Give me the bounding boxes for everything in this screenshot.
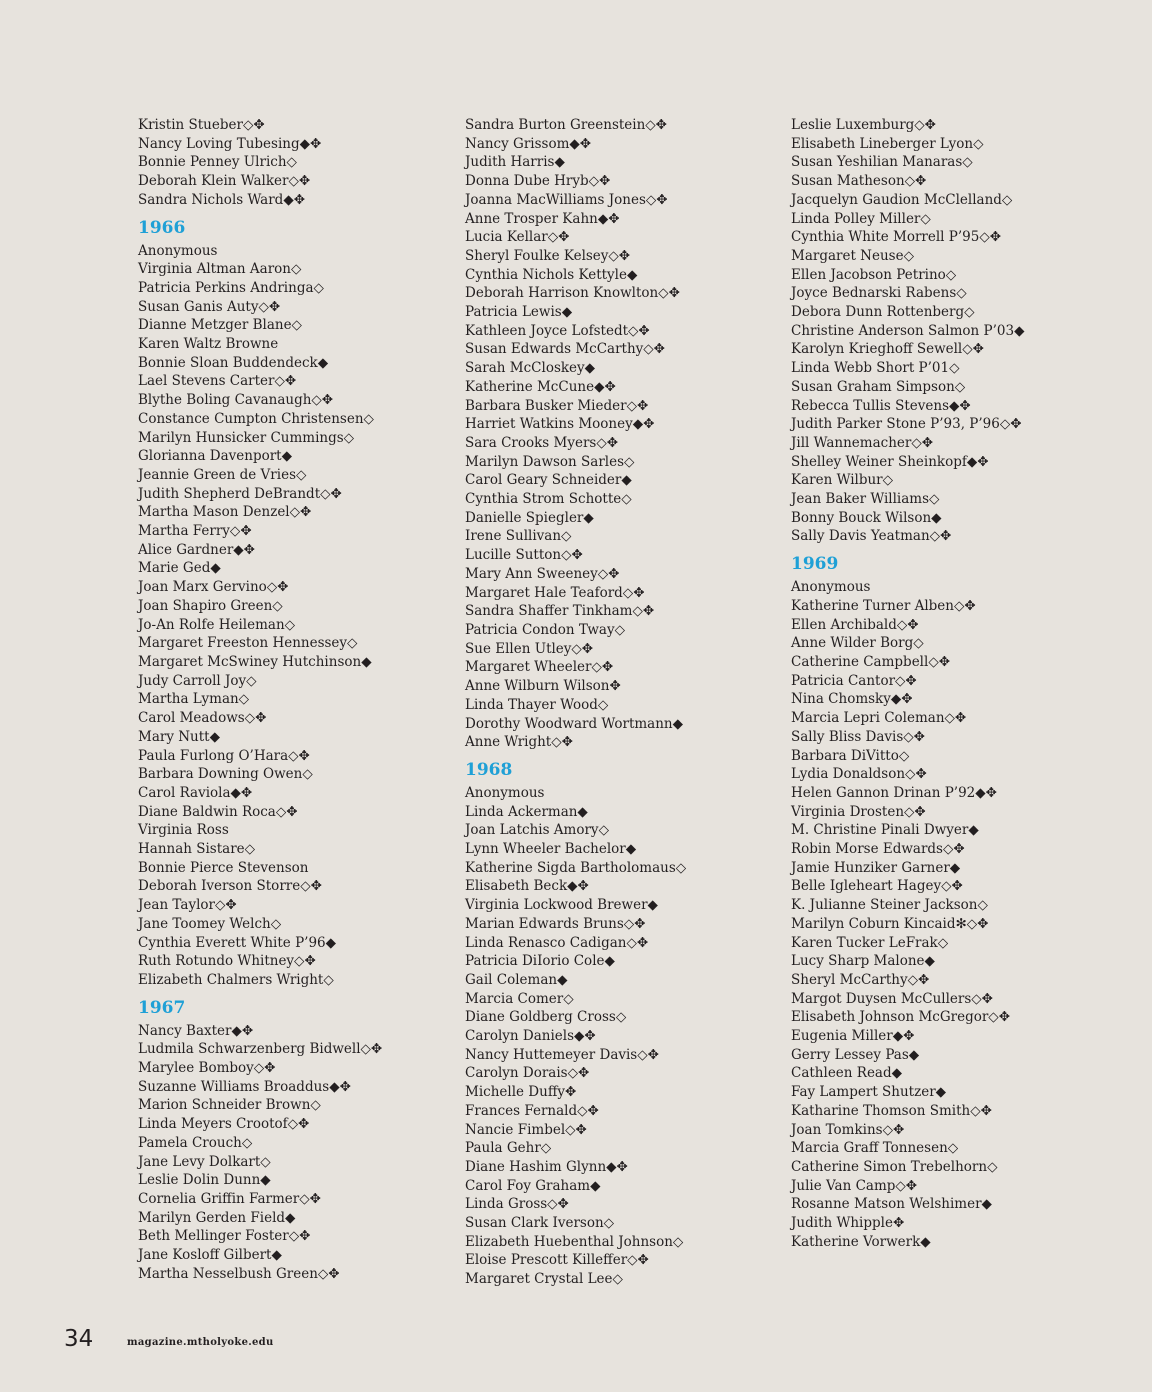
donor-name: Katherine Vorwerk◆ <box>791 1233 931 1250</box>
donor-name: Jill Wannemacher◇✥ <box>791 434 934 451</box>
donor-name: Bonnie Sloan Buddendeck◆ <box>138 354 329 371</box>
donor-name: Margaret Wheeler◇✥ <box>465 659 614 676</box>
donor-name: Deborah Iverson Storre◇✥ <box>138 878 322 895</box>
donor-name: Bonnie Penney Ulrich◇ <box>138 154 297 171</box>
donor-name: Lucille Sutton◇✥ <box>465 547 583 564</box>
donor-name: Fay Lampert Shutzer◆ <box>791 1084 947 1101</box>
donor-name: Lynn Wheeler Bachelor◆ <box>465 841 637 858</box>
donor-name: Marylee Bomboy◇✥ <box>138 1060 276 1077</box>
donor-name: Catherine Simon Trebelhorn◇ <box>791 1158 998 1175</box>
donor-name: Sara Crooks Myers◇✥ <box>465 434 619 451</box>
donor-name: Michelle Duffy✥ <box>465 1084 577 1101</box>
donor-name: Belle Igleheart Hagey◇✥ <box>791 878 963 895</box>
donor-name: Carol Raviola◆✥ <box>138 784 253 801</box>
class-year-heading: 1969 <box>791 554 839 575</box>
donor-name: Sandra Shaffer Tinkham◇✥ <box>465 603 655 620</box>
donor-name: Marcia Graff Tonnesen◇ <box>791 1140 959 1157</box>
donor-name: Barbara Busker Mieder◇✥ <box>465 397 649 414</box>
donor-name: Shelley Weiner Sheinkopf◆✥ <box>791 453 989 470</box>
donor-name: Marie Ged◆ <box>138 560 221 577</box>
donor-name: Ellen Archibald◇✥ <box>791 616 919 633</box>
donor-name: Mary Ann Sweeney◇✥ <box>465 565 620 582</box>
donor-name: Jacquelyn Gaudion McClelland◇ <box>791 191 1013 208</box>
donor-name: Margaret McSwiney Hutchinson◆ <box>138 653 372 670</box>
donor-name: Sally Bliss Davis◇✥ <box>791 728 925 745</box>
donor-name: Patricia Condon Tway◇ <box>465 621 625 638</box>
donor-name: Nina Chomsky◆✥ <box>791 691 913 708</box>
donor-name: Deborah Klein Walker◇✥ <box>138 173 311 190</box>
donor-name: Dorothy Woodward Wortmann◆ <box>465 715 684 732</box>
donor-name: Linda Webb Short P’01◇ <box>791 360 960 377</box>
donor-name: Katherine McCune◆✥ <box>465 378 616 395</box>
donor-name: Constance Cumpton Christensen◇ <box>138 410 374 427</box>
donor-name: Susan Graham Simpson◇ <box>791 378 966 395</box>
donor-name: Susan Ganis Auty◇✥ <box>138 298 281 315</box>
donor-column-2 <box>465 116 686 1289</box>
donor-name: Martha Ferry◇✥ <box>138 523 252 540</box>
donor-name: Jeannie Green de Vries◇ <box>138 466 307 483</box>
donor-name: Lucy Sharp Malone◆ <box>791 953 935 970</box>
donor-name: Sue Ellen Utley◇✥ <box>465 640 594 657</box>
donor-name: Cynthia Nichols Kettyle◆ <box>465 266 638 283</box>
donor-name: Joan Latchis Amory◇ <box>465 822 609 839</box>
donor-name: Judith Harris◆ <box>465 154 565 171</box>
donor-name: Leslie Luxemburg◇✥ <box>791 117 936 133</box>
donor-name: Susan Matheson◇✥ <box>791 173 927 190</box>
donor-name: Nancy Baxter◆✥ <box>138 1022 254 1039</box>
donor-name: Nancy Huttemeyer Davis◇✥ <box>465 1046 659 1063</box>
donor-name: Martha Nesselbush Green◇✥ <box>138 1265 340 1282</box>
donor-name: Frances Fernald◇✥ <box>465 1102 599 1119</box>
donor-name: Marilyn Hunsicker Cummings◇ <box>138 429 355 446</box>
donor-column-1 <box>138 116 382 1283</box>
donor-name: K. Julianne Steiner Jackson◇ <box>791 897 988 914</box>
donor-name: Gail Coleman◆ <box>465 971 568 988</box>
donor-name: Jean Taylor◇✥ <box>138 897 237 914</box>
donor-name: Leslie Dolin Dunn◆ <box>138 1172 271 1189</box>
donor-name: Carolyn Daniels◆✥ <box>465 1028 596 1045</box>
donor-name: Lael Stevens Carter◇✥ <box>138 373 297 390</box>
donor-name: Patricia Cantor◇✥ <box>791 672 917 689</box>
donor-name: Elisabeth Lineberger Lyon◇ <box>791 135 984 152</box>
donor-name: Nancy Grissom◆✥ <box>465 135 592 152</box>
donor-name: Ellen Jacobson Petrino◇ <box>791 266 957 283</box>
donor-name: Carol Foy Graham◆ <box>465 1177 601 1194</box>
donor-name: Susan Yeshilian Manaras◇ <box>791 154 973 171</box>
donor-name: Cynthia Everett White P’96◆ <box>138 934 337 951</box>
donor-name: Virginia Drosten◇✥ <box>791 803 926 820</box>
donor-name: Margaret Freeston Hennessey◇ <box>138 635 358 652</box>
donor-name: Jamie Hunziker Garner◆ <box>791 859 961 876</box>
donor-name: Anne Wright◇✥ <box>465 734 573 751</box>
donor-name: Catherine Campbell◇✥ <box>791 653 951 670</box>
donor-name: Sheryl Foulke Kelsey◇✥ <box>465 247 631 264</box>
donor-name: Sheryl McCarthy◇✥ <box>791 971 930 988</box>
donor-name: Patricia DiIorio Cole◆ <box>465 953 615 970</box>
donor-name: Linda Meyers Crootof◇✥ <box>138 1116 310 1133</box>
donor-name: Helen Gannon Drinan P’92◆✥ <box>791 784 997 801</box>
class-year-heading: 1967 <box>138 997 186 1018</box>
donor-name: Kathleen Joyce Lofstedt◇✥ <box>465 322 650 339</box>
donor-name: Barbara Downing Owen◇ <box>138 766 313 783</box>
donor-name: Joan Marx Gervino◇✥ <box>138 579 289 596</box>
donor-name: Joanna MacWilliams Jones◇✥ <box>465 191 668 208</box>
class-year-heading: 1968 <box>465 759 513 780</box>
donor-name: Julie Van Camp◇✥ <box>791 1177 918 1194</box>
donor-name: Cynthia Strom Schotte◇ <box>465 491 632 508</box>
donor-name: Sandra Burton Greenstein◇✥ <box>465 117 667 133</box>
donor-name: Martha Mason Denzel◇✥ <box>138 504 312 521</box>
donor-name: Barbara DiVitto◇ <box>791 747 910 764</box>
donor-name: Suzanne Williams Broaddus◆✥ <box>138 1078 351 1095</box>
site-url: magazine.mtholyoke.edu <box>127 1337 274 1348</box>
donor-name: Patricia Perkins Andringa◇ <box>138 279 324 296</box>
donor-name: Linda Gross◇✥ <box>465 1196 569 1213</box>
donor-name: Nancy Loving Tubesing◆✥ <box>138 135 322 152</box>
donor-name: Anonymous <box>791 579 871 596</box>
donor-name: Katharine Thomson Smith◇✥ <box>791 1102 992 1119</box>
donor-name: Carol Geary Schneider◆ <box>465 472 632 489</box>
donor-name: Linda Ackerman◆ <box>465 803 588 820</box>
donor-name: Karen Wilbur◇ <box>791 472 894 489</box>
donor-name: Patricia Lewis◆ <box>465 304 573 321</box>
donor-name: Linda Thayer Wood◇ <box>465 696 609 713</box>
donor-name: Susan Clark Iverson◇ <box>465 1215 615 1232</box>
donor-name: Jane Levy Dolkart◇ <box>138 1153 271 1170</box>
donor-name: Marilyn Gerden Field◆ <box>138 1209 296 1226</box>
donor-name: Judith Parker Stone P’93, P’96◇✥ <box>791 416 1022 433</box>
donor-name: Deborah Harrison Knowlton◇✥ <box>465 285 680 302</box>
donor-name: Marilyn Coburn Kincaid✻◇✥ <box>791 915 989 932</box>
donor-name: Eugenia Miller◆✥ <box>791 1028 915 1045</box>
donor-name: Carol Meadows◇✥ <box>138 710 267 727</box>
donor-name: Martha Lyman◇ <box>138 691 250 708</box>
donor-name: Margot Duysen McCullers◇✥ <box>791 990 993 1007</box>
donor-name: Susan Edwards McCarthy◇✥ <box>465 341 665 358</box>
donor-name: Kristin Stueber◇✥ <box>138 117 265 133</box>
donor-name: Irene Sullivan◇ <box>465 528 572 545</box>
donor-name: Linda Polley Miller◇ <box>791 210 931 227</box>
donor-name: Danielle Spiegler◆ <box>465 509 594 526</box>
donor-name: Judy Carroll Joy◇ <box>138 672 257 689</box>
donor-name: Jo-An Rolfe Heileman◇ <box>138 616 296 633</box>
donor-name: Hannah Sistare◇ <box>138 841 256 858</box>
donor-name: Lydia Donaldson◇✥ <box>791 766 927 783</box>
donor-name: Cathleen Read◆ <box>791 1065 903 1082</box>
donor-name: Judith Shepherd DeBrandt◇✥ <box>138 485 342 502</box>
donor-name: Bonny Bouck Wilson◆ <box>791 509 942 526</box>
donor-name: Marcia Comer◇ <box>465 990 574 1007</box>
donor-name: Beth Mellinger Foster◇✥ <box>138 1228 311 1245</box>
donor-name: Robin Morse Edwards◇✥ <box>791 841 965 858</box>
donor-name: Anne Trosper Kahn◆✥ <box>465 210 620 227</box>
class-year-heading: 1966 <box>138 217 186 238</box>
donor-name: Anonymous <box>138 242 218 259</box>
donor-name: Margaret Hale Teaford◇✥ <box>465 584 645 601</box>
donor-name: Marian Edwards Bruns◇✥ <box>465 915 646 932</box>
donor-name: Mary Nutt◆ <box>138 728 220 745</box>
donor-name: Elizabeth Huebenthal Johnson◇ <box>465 1233 684 1250</box>
donor-name: Debora Dunn Rottenberg◇ <box>791 304 975 321</box>
donor-name: M. Christine Pinali Dwyer◆ <box>791 822 979 839</box>
donor-name: Virginia Lockwood Brewer◆ <box>465 897 658 914</box>
donor-name: Donna Dube Hryb◇✥ <box>465 173 611 190</box>
donor-name: Jane Kosloff Gilbert◆ <box>138 1247 282 1264</box>
donor-column-3 <box>791 116 1024 1251</box>
donor-name: Sarah McCloskey◆ <box>465 360 596 377</box>
donor-name: Katherine Turner Alben◇✥ <box>791 597 976 614</box>
page-number: 34 <box>64 1326 94 1352</box>
donor-name: Joan Tomkins◇✥ <box>791 1121 905 1138</box>
donor-name: Elisabeth Johnson McGregor◇✥ <box>791 1009 1011 1026</box>
donor-name: Anne Wilder Borg◇ <box>791 635 924 652</box>
donor-name: Anonymous <box>465 784 545 801</box>
donor-name: Paula Furlong O’Hara◇✥ <box>138 747 310 764</box>
donor-name: Bonnie Pierce Stevenson <box>138 859 309 876</box>
donor-name: Pamela Crouch◇ <box>138 1134 253 1151</box>
donor-name: Katherine Sigda Bartholomaus◇ <box>465 859 687 876</box>
donor-name: Marcia Lepri Coleman◇✥ <box>791 710 967 727</box>
donor-name: Gerry Lessey Pas◆ <box>791 1046 920 1063</box>
donor-name: Rosanne Matson Welshimer◆ <box>791 1196 992 1213</box>
donor-name: Lucia Kellar◇✥ <box>465 229 570 246</box>
donor-name: Anne Wilburn Wilson✥ <box>465 678 621 695</box>
donor-name: Virginia Ross <box>138 822 229 839</box>
donor-name: Karen Tucker LeFrak◇ <box>791 934 949 951</box>
donor-name: Joan Shapiro Green◇ <box>138 597 283 614</box>
donor-name: Alice Gardner◆✥ <box>138 541 255 558</box>
donor-name: Linda Renasco Cadigan◇✥ <box>465 934 649 951</box>
donor-name: Jane Toomey Welch◇ <box>138 915 282 932</box>
donor-name: Cornelia Griffin Farmer◇✥ <box>138 1190 321 1207</box>
donor-name: Marion Schneider Brown◇ <box>138 1097 321 1114</box>
donor-name: Margaret Crystal Lee◇ <box>465 1271 623 1288</box>
donor-name: Elizabeth Chalmers Wright◇ <box>138 971 334 988</box>
donor-name: Christine Anderson Salmon P’03◆ <box>791 322 1025 339</box>
donor-name: Diane Goldberg Cross◇ <box>465 1009 627 1026</box>
donor-name: Rebecca Tullis Stevens◆✥ <box>791 397 971 414</box>
donor-name: Carolyn Dorais◇✥ <box>465 1065 590 1082</box>
donor-name: Judith Whipple✥ <box>791 1215 905 1232</box>
donor-name: Eloise Prescott Killeffer◇✥ <box>465 1252 649 1269</box>
donor-name: Karolyn Krieghoff Sewell◇✥ <box>791 341 984 358</box>
donor-name: Glorianna Davenport◆ <box>138 448 292 465</box>
donor-name: Diane Baldwin Roca◇✥ <box>138 803 298 820</box>
donor-name: Ruth Rotundo Whitney◇✥ <box>138 953 316 970</box>
donor-name: Margaret Neuse◇ <box>791 247 914 264</box>
donor-name: Harriet Watkins Mooney◆✥ <box>465 416 655 433</box>
donor-name: Sandra Nichols Ward◆✥ <box>138 191 306 208</box>
donor-name: Blythe Boling Cavanaugh◇✥ <box>138 392 334 409</box>
donor-name: Diane Hashim Glynn◆✥ <box>465 1158 628 1175</box>
donor-name: Marilyn Dawson Sarles◇ <box>465 453 635 470</box>
donor-name: Nancie Fimbel◇✥ <box>465 1121 587 1138</box>
donor-name: Dianne Metzger Blane◇ <box>138 317 302 334</box>
donor-name: Sally Davis Yeatman◇✥ <box>791 528 952 545</box>
donor-name: Ludmila Schwarzenberg Bidwell◇✥ <box>138 1041 383 1058</box>
donor-name: Joyce Bednarski Rabens◇ <box>791 285 967 302</box>
donor-name: Virginia Altman Aaron◇ <box>138 261 302 278</box>
donor-name: Jean Baker Williams◇ <box>791 491 940 508</box>
donor-name: Elisabeth Beck◆✥ <box>465 878 589 895</box>
donor-name: Cynthia White Morrell P’95◇✥ <box>791 229 1002 246</box>
donor-name: Karen Waltz Browne <box>138 336 279 353</box>
donor-name: Paula Gehr◇ <box>465 1140 552 1157</box>
